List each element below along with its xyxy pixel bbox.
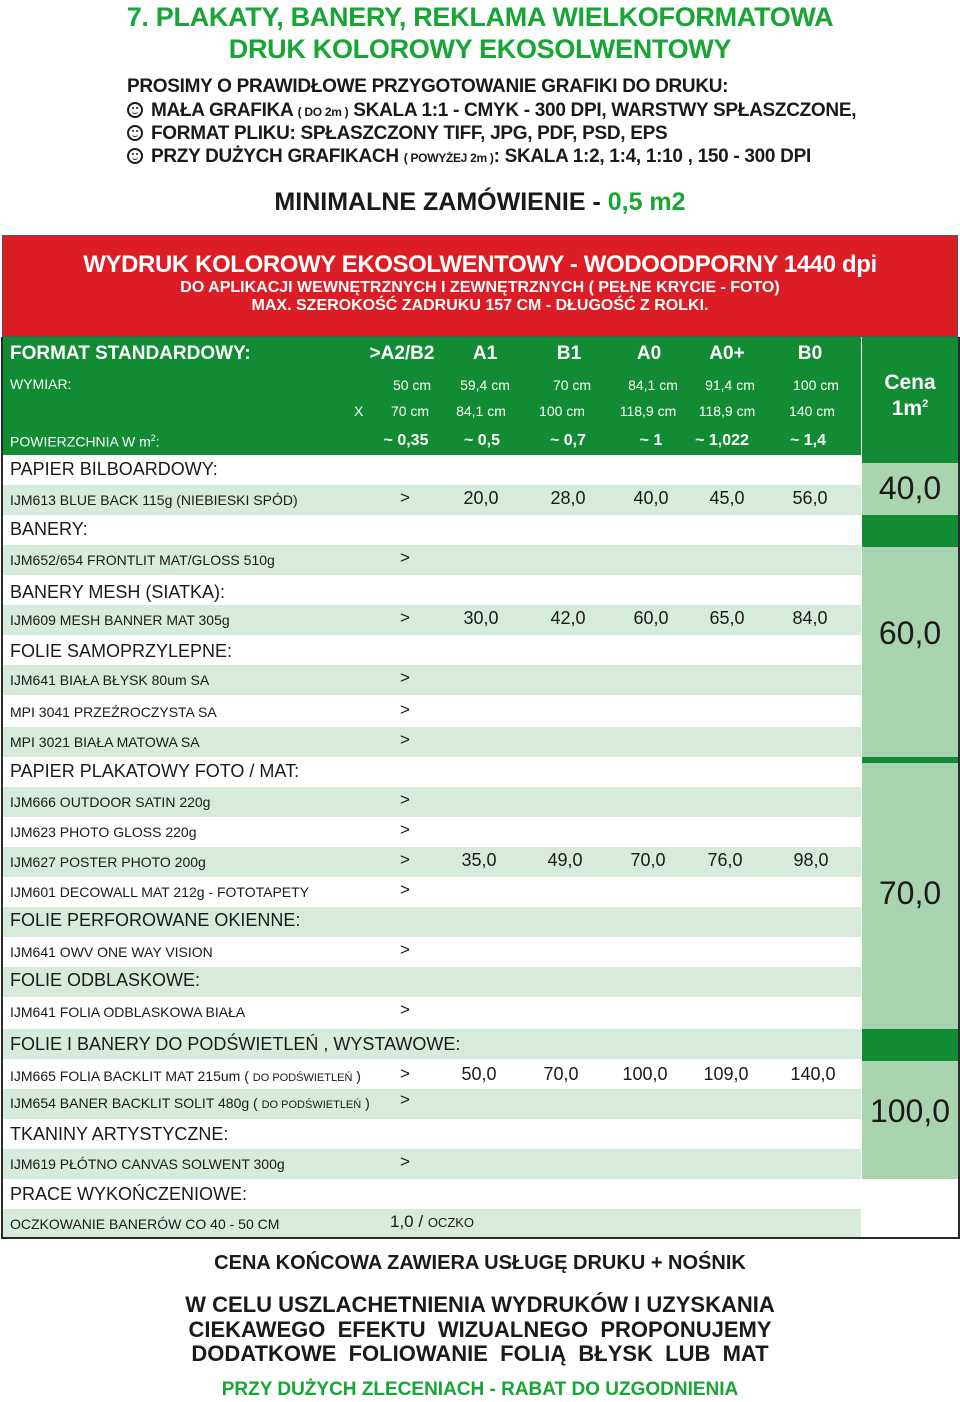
category-row [2,575,861,605]
gt-sign: > [400,608,410,627]
cena-unit: $1m^2$ [891,397,929,420]
category-banery: BANERY: [10,519,88,539]
height-1: 84,1 cm [456,403,506,419]
price-blank [862,1179,958,1237]
height-4: 118,9 cm [698,403,756,419]
table-row [2,1061,861,1091]
gt-sign: > [400,700,410,719]
gt-sign: > [400,1090,410,1109]
category-row [2,635,861,665]
cena-value: 70,0 [878,875,942,911]
footer-offer-line2: CIEKAWEGO EFEKTU WIZUALNEGO PROPONUJEMY [188,1317,772,1342]
table-row [2,787,861,817]
gt-sign: > [400,1152,410,1171]
table-border-bottom [1,1237,960,1239]
product-ijm666: IJM666 OUTDOOR SATIN 220g [10,794,211,810]
height-0: 70 cm [390,403,430,419]
gt-sign: > [400,880,410,899]
price-cell: 50,0 [461,1064,497,1084]
price-cell: 49,0 [547,850,583,870]
category-row [2,967,861,997]
gt-sign: > [400,548,410,567]
page-title [0,2,960,65]
category-perfor: FOLIE PERFOROWANE OKIENNE: [10,910,301,930]
table-row [2,997,861,1027]
oczko-price: 1,0 / OCZKO [390,1212,475,1231]
category-mesh: BANERY MESH (SIATKA): [10,582,226,602]
price-box [862,545,958,757]
format-a1: A1 [472,343,498,364]
print-info-banner [2,235,958,337]
product-mpi3021: MPI 3021 BIAŁA MATOWA SA [10,734,200,750]
price-cell: 65,0 [709,608,745,628]
height-5: 140 cm [789,403,835,419]
table-row [2,727,861,757]
area-2: ~ 0,7 [549,432,587,449]
category-backlit: FOLIE I BANERY DO PODŚWIETLEŃ , WYSTAWOWE: [10,1034,461,1054]
intro-bullet-1: MAŁA GRAFIKA ( DO 2m ) SKALA 1:1 - CMYK - 300 DPI, WARSTWY SPŁASZCZONE, [127,100,856,122]
product-ijm619: IJM619 PŁÓTNO CANVAS SOLWENT 300g [10,1156,285,1172]
product-mpi3041: MPI 3041 PRZEŹROCZYSTA SA [10,704,217,720]
category-odblask: FOLIE ODBLASKOWE: [10,970,201,990]
product-ijm641a: IJM641 BIAŁA BŁYSK 80um SA [10,672,210,688]
banner-line1: WYDRUK KOLOROWY EKOSOLWENTOWY - WODOODPORNY 1440 dpi [83,251,877,278]
smiley-icon [127,125,143,141]
price-box [862,1059,958,1179]
cena-header [862,337,958,461]
category-plakat: PAPIER PLAKATOWY FOTO / MAT: [10,761,300,781]
product-ijm627: IJM627 POSTER PHOTO 200g [10,854,206,870]
cena-label: Cena [884,371,936,394]
price-divider [862,515,958,545]
product-ijm641c: IJM641 FOLIA ODBLASKOWA BIAŁA [10,1004,246,1020]
category-row [2,757,861,787]
product-ijm641b: IJM641 OWV ONE WAY VISION [10,944,213,960]
footer-note: CENA KOŃCOWA ZAWIERA USŁUGĘ DRUKU + NOŚNIK [214,1252,746,1274]
table-row [2,1089,861,1119]
category-row [2,907,861,937]
table-row [2,605,861,635]
table-row [2,937,861,967]
title-line2: DRUK KOLOROWY EKOSOLWENTOWY [228,34,732,64]
price-cell: 56,0 [792,488,828,508]
height-2: 100 cm [539,403,585,419]
table-row [2,545,861,575]
gt-sign: > [400,820,410,839]
width-5: 100 cm [793,377,839,393]
format-b0: B0 [797,343,823,364]
table-row [2,1149,861,1179]
price-cell: 42,0 [550,608,586,628]
price-cell: 100,0 [622,1064,668,1084]
area-label: POWIERZCHNIA W $m^2$: [10,433,160,450]
gt-sign: > [400,668,410,687]
price-cell: 76,0 [707,850,743,870]
gt-sign: > [400,790,410,809]
table-row [2,1209,861,1237]
product-ijm609: IJM609 MESH BANNER MAT 305g [10,612,230,628]
price-cell: 45,0 [709,488,745,508]
product-ijm652: IJM652/654 FRONTLIT MAT/GLOSS 510g [10,552,275,568]
price-cell: 140,0 [790,1064,836,1084]
intro-bullet-2: FORMAT PLIKU: SPŁASZCZONY TIFF, JPG, PDF, PSD, EPS [127,123,667,145]
product-ijm654: IJM654 BANER BACKLIT SOLIT 480g ( DO PODŚWIETLEŃ ) [10,1095,370,1111]
width-0: 50 cm [392,377,432,393]
title-line1: 7. PLAKATY, BANERY, REKLAMA WIELKOFORMATOWA [126,2,834,32]
area-3: ~ 1 [639,432,663,449]
price-cell: 35,0 [461,850,497,870]
price-cell: 28,0 [550,488,586,508]
smiley-icon [127,102,143,118]
category-row [2,515,861,545]
gt-sign: > [400,1064,410,1083]
format-header [2,337,861,461]
times-sign: X [354,403,364,419]
area-4: ~ 1,022 [695,432,749,449]
banner-line2: DO APLIKACJI WEWNĘTRZNYCH I ZEWNĘTRZNYCH ( PEŁNE KRYCIE - FOTO) [180,279,780,296]
gt-sign: > [400,730,410,749]
width-1: 59,4 cm [460,377,510,393]
gt-sign: > [400,1000,410,1019]
price-cell: 109,0 [703,1064,749,1084]
product-ijm665: IJM665 FOLIA BACKLIT MAT 215um ( DO PODŚWIETLEŃ ) [10,1068,361,1084]
table-row [2,485,861,515]
format-b1: B1 [556,343,582,364]
intro-heading: PROSIMY O PRAWIDŁOWE PRZYGOTOWANIE GRAFIKI DO DRUKU: [127,76,729,97]
price-cell: 70,0 [543,1064,579,1084]
format-a0: A0 [636,343,662,364]
product-ijm613: IJM613 BLUE BACK 115g (NIEBIESKI SPÓD) [10,492,298,508]
gt-sign: > [400,488,410,507]
price-cell: 70,0 [630,850,666,870]
category-row [2,1029,861,1059]
cena-value: 100,0 [869,1093,951,1129]
price-divider [862,1029,958,1059]
product-ijm623: IJM623 PHOTO GLOSS 220g [10,824,197,840]
price-cell: 60,0 [633,608,669,628]
smiley-icon [127,148,143,164]
footer-offer-line3: DODATKOWE FOLIOWANIE FOLIĄ BŁYSK LUB MAT [191,1341,769,1366]
footer-discount: PRZY DUŻYCH ZLECENIACH - RABAT DO UZGODNIENIA [221,1379,739,1400]
area-1: ~ 0,5 [463,432,501,449]
format-label: FORMAT STANDARDOWY: [10,343,251,364]
category-row [2,1119,861,1149]
price-cell: 40,0 [633,488,669,508]
width-2: 70 cm [552,377,592,393]
format-a0plus: A0+ [709,343,745,364]
price-cell: 30,0 [463,608,499,628]
cena-value: 40,0 [878,470,942,506]
gt-sign: > [400,850,410,869]
minimum-order: MINIMALNE ZAMÓWIENIE - 0,5 m2 [274,188,686,216]
price-cell: 98,0 [793,850,829,870]
table-row [2,877,861,907]
price-box [862,461,958,515]
width-4: 91,4 cm [705,377,755,393]
format-a2b2: >A2/B2 [369,343,435,364]
category-folie: FOLIE SAMOPRZYLEPNE: [10,641,233,661]
area-5: ~ 1,4 [789,432,827,449]
dim-label: WYMIAR: [10,376,72,392]
table-row [2,817,861,847]
gt-sign: > [400,940,410,959]
price-box [862,761,958,1029]
height-3: 118,9 cm [619,403,677,419]
category-row [2,455,861,485]
table-border-left [1,337,3,1239]
banner-line3: MAX. SZEROKOŚĆ ZADRUKU 157 CM - DŁUGOŚĆ Z ROLKI. [251,297,709,314]
cena-value: 60,0 [878,615,942,651]
price-cell: 84,0 [792,608,828,628]
category-tkaniny: TKANINY ARTYSTYCZNE: [10,1124,229,1144]
category-prace: PRACE WYKOŃCZENIOWE: [10,1184,248,1204]
service-oczkowanie: OCZKOWANIE BANERÓW CO 40 - 50 CM [10,1216,280,1232]
footer-offer-line1: W CELU USZLACHETNIENIA WYDRUKÓW I UZYSKANIA [185,1292,775,1317]
intro-bullet-3: PRZY DUŻYCH GRAFIKACH ( POWYŻEJ 2m ): SKALA 1:2, 1:4, 1:10 , 150 - 300 DPI [127,146,811,168]
table-row [2,697,861,727]
table-row [2,847,861,877]
category-row [2,1179,861,1209]
price-cell: 20,0 [463,488,499,508]
width-3: 84,1 cm [628,377,678,393]
area-0: ~ 0,35 [383,432,429,449]
category-bilboard: PAPIER BILBOARDOWY: [10,459,218,479]
product-ijm601: IJM601 DECOWALL MAT 212g - FOTOTAPETY [10,884,310,900]
table-row [2,665,861,695]
